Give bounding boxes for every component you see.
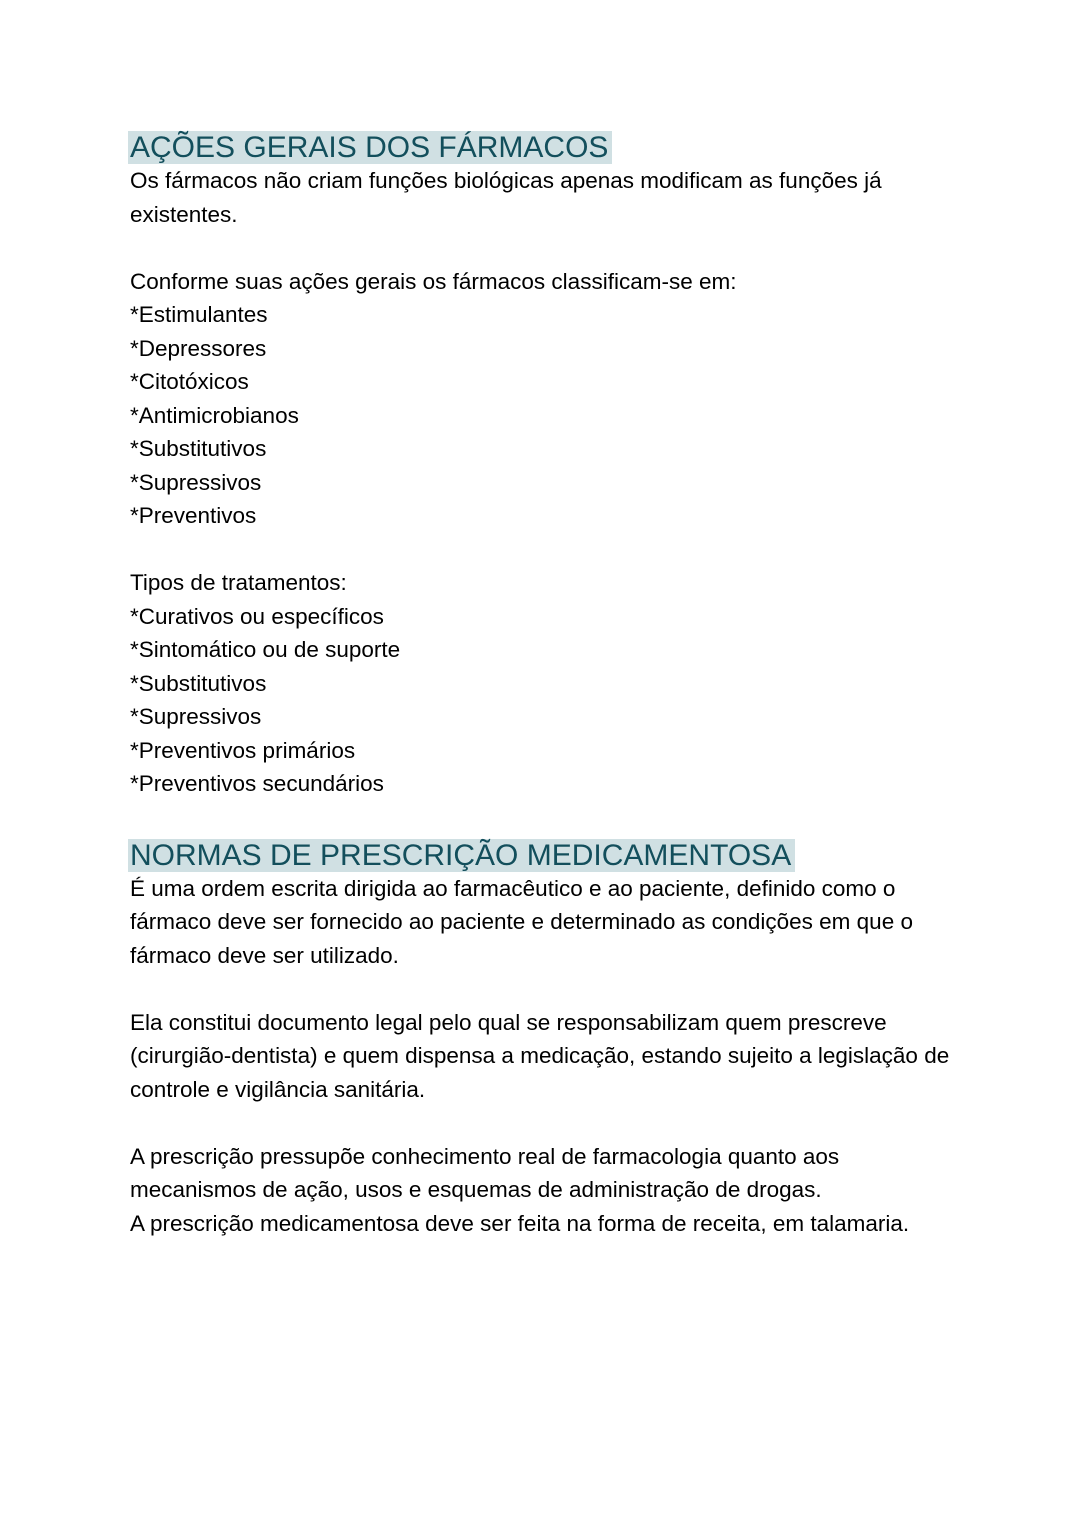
list-item: *Substitutivos bbox=[130, 436, 267, 461]
paragraph-text: É uma ordem escrita dirigida ao farmacêutico e ao paciente, definido como o fármaco deve ser fornecido ao paciente e determinado as condições em que o fármaco deve ser utilizado. bbox=[130, 875, 913, 968]
list-item: *Supressivos bbox=[130, 469, 262, 495]
list-block-tipos-de-tratamentos bbox=[130, 566, 952, 801]
paragraph-text: Os fármacos não criam funções biológicas apenas modificam as funções já existentes. bbox=[130, 168, 882, 227]
paragraph bbox=[130, 1006, 952, 1107]
document-content bbox=[130, 131, 952, 1240]
heading-highlight: NORMAS DE PRESCRIÇÃO MEDICAMENTOSA bbox=[128, 839, 795, 872]
section-normas-de-prescricao bbox=[130, 839, 952, 1241]
paragraph bbox=[130, 164, 952, 231]
list-item: *Preventivos primários bbox=[130, 737, 356, 763]
list-item: *Preventivos bbox=[130, 503, 257, 528]
paragraph-text: Ela constitui documento legal pelo qual se responsabilizam quem prescreve (cirurgião-dentista) e quem dispensa a medicação, estando sujeito a legislação de controle e vigilância sanitária. bbox=[130, 1009, 950, 1102]
section-heading bbox=[130, 131, 952, 164]
list-intro: Tipos de tratamentos: bbox=[130, 570, 347, 595]
paragraph bbox=[130, 872, 952, 973]
paragraph bbox=[130, 1140, 952, 1241]
list-item: *Preventivos secundários bbox=[130, 771, 384, 796]
list-item: *Curativos ou específicos bbox=[130, 603, 384, 629]
list-intro: Conforme suas ações gerais os fármacos classificam-se em: bbox=[130, 268, 737, 294]
paragraph-text: A prescrição pressupõe conhecimento real de farmacologia quanto aos mecanismos de ação, usos e esquemas de administração de drogas. bbox=[130, 1143, 840, 1202]
list-item: *Substitutivos bbox=[130, 670, 267, 696]
list-item: *Citotóxicos bbox=[130, 369, 249, 394]
list-item: *Sintomático ou de suporte bbox=[130, 637, 401, 662]
heading-highlight: AÇÕES GERAIS DOS FÁRMACOS bbox=[128, 131, 612, 164]
list-item: *Depressores bbox=[130, 335, 267, 361]
list-item: *Antimicrobianos bbox=[130, 402, 299, 428]
section-heading bbox=[130, 839, 952, 872]
section-acoes-gerais-dos-farmacos bbox=[130, 131, 952, 801]
list-block-classificacao bbox=[130, 265, 952, 533]
list-item: *Supressivos bbox=[130, 704, 262, 729]
paragraph-text: A prescrição medicamentosa deve ser feita na forma de receita, em talamaria. bbox=[130, 1210, 910, 1236]
list-item: *Estimulantes bbox=[130, 302, 268, 327]
